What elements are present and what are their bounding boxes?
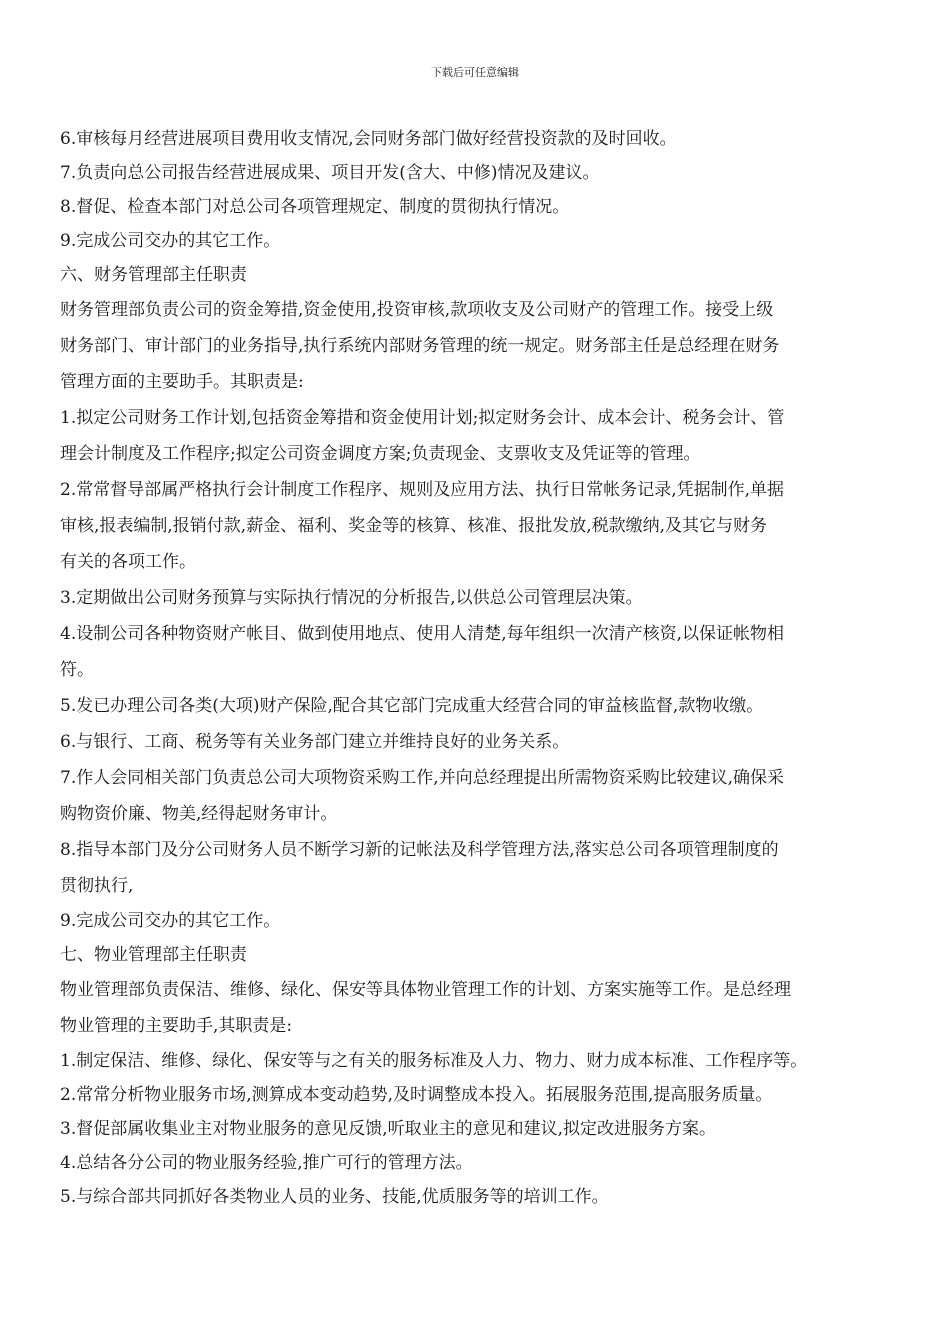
text-line: 4.总结各分公司的物业服务经验,推广可行的管理方法。: [60, 1153, 473, 1173]
text-line: 审核,报表编制,报销付款,薪金、福利、奖金等的核算、核准、报批发放,税款缴纳,及其它与财务: [60, 516, 768, 536]
text-line: 7.作人会同相关部门负责总公司大项物资采购工作,并向总经理提出所需物资采购比较建议,确保采: [60, 768, 785, 788]
text-line: 6.与银行、工商、税务等有关业务部门建立并维持良好的业务关系。: [60, 732, 570, 752]
text-line: 购物资价廉、物美,经得起财务审计。: [60, 804, 338, 824]
text-line: 贯彻执行,: [60, 876, 134, 896]
text-line: 5.与综合部共同抓好各类物业人员的业务、技能,优质服务等的培训工作。: [60, 1187, 609, 1207]
text-line: 管理方面的主要助手。其职责是:: [60, 372, 304, 392]
text-line: 2.常常分析物业服务市场,测算成本变动趋势,及时调整成本投入。拓展服务范围,提高服务质量。: [60, 1085, 773, 1105]
document-body: [60, 122, 894, 1214]
text-line: 有关的各项工作。: [60, 552, 196, 572]
text-line: 9.完成公司交办的其它工作。: [60, 911, 281, 931]
page-header: 下载后可任意编辑: [431, 66, 519, 79]
text-line: 8.督促、检查本部门对总公司各项管理规定、制度的贯彻执行情况。: [60, 197, 570, 217]
text-line: 物业管理部负责保洁、维修、绿化、保安等具体物业管理工作的计划、方案实施等工作。是总经理: [60, 980, 791, 1000]
text-line: 2.常常督导部属严格执行会计制度工作程序、规则及应用方法、执行日常帐务记录,凭据制作,单据: [60, 480, 785, 500]
text-line: 4.设制公司各种物资财产帐目、做到使用地点、使用人清楚,每年组织一次清产核资,以保证帐物相: [60, 624, 785, 644]
text-line: 物业管理的主要助手,其职责是:: [60, 1016, 293, 1036]
text-line: 理会计制度及工作程序;拟定公司资金调度方案;负责现金、支票收支及凭证等的管理。: [60, 444, 701, 464]
section-heading: 七、物业管理部主任职责: [60, 945, 247, 965]
text-line: 3.督促部属收集业主对物业服务的意见反馈,听取业主的意见和建议,拟定改进服务方案。: [60, 1119, 717, 1139]
section-heading: 六、财务管理部主任职责: [60, 265, 247, 285]
text-line: 财务部门、审计部门的业务指导,执行系统内部财务管理的统一规定。财务部主任是总经理在财务: [60, 336, 780, 356]
text-line: 符。: [60, 660, 94, 680]
text-line: 财务管理部负责公司的资金筹措,资金使用,投资审核,款项收支及公司财产的管理工作。接受上级: [60, 300, 774, 320]
text-line: 3.定期做出公司财务预算与实际执行情况的分析报告,以供总公司管理层决策。: [60, 588, 643, 608]
text-line: 6.审核每月经营进展项目费用收支情况,会同财务部门做好经营投资款的及时回收。: [60, 129, 677, 149]
text-line: 1.制定保洁、维修、绿化、保安等与之有关的服务标准及人力、物力、财力成本标准、工作程序等。: [60, 1051, 808, 1071]
text-line: 9.完成公司交办的其它工作。: [60, 231, 281, 251]
text-line: 5.发已办理公司各类(大项)财产保险,配合其它部门完成重大经营合同的审益核监督,款物收缴。: [60, 696, 764, 716]
text-line: 8.指导本部门及分公司财务人员不断学习新的记帐法及科学管理方法,落实总公司各项管理制度的: [60, 840, 779, 860]
text-line: 1.拟定公司财务工作计划,包括资金筹措和资金使用计划;拟定财务会计、成本会计、税务会计、管: [60, 408, 785, 428]
text-line: 7.负责向总公司报告经营进展成果、项目开发(含大、中修)情况及建议。: [60, 163, 600, 183]
